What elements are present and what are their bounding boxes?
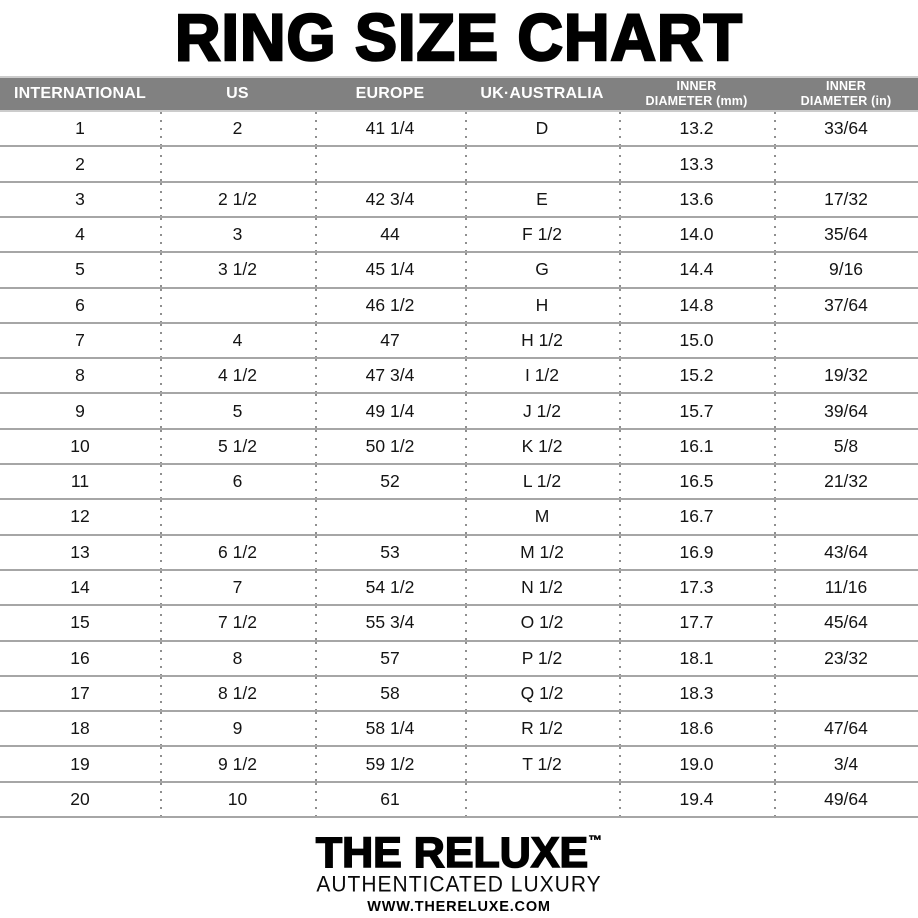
column-header-inner-diameter-mm: INNER DIAMETER (mm) [619,77,774,111]
column-header-international: INTERNATIONAL [0,77,160,111]
table-row [0,535,918,570]
cell-international: 13 [0,535,160,570]
cell-uk-australia: M 1/2 [465,535,619,570]
table-row [0,499,918,534]
cell-uk-australia: F 1/2 [465,217,619,252]
cell-us: 9 [160,711,315,746]
cell-international: 16 [0,641,160,676]
cell-uk-australia: M [465,499,619,534]
cell-europe: 47 3/4 [315,358,465,393]
cell-international: 8 [0,358,160,393]
cell-uk-australia [465,782,619,817]
cell-us [160,288,315,323]
table-header [0,77,918,111]
cell-inner-diameter-in [774,676,918,711]
cell-inner-diameter-mm: 14.0 [619,217,774,252]
cell-us: 10 [160,782,315,817]
cell-inner-diameter-mm: 16.9 [619,535,774,570]
cell-inner-diameter-in: 17/32 [774,182,918,217]
cell-international: 12 [0,499,160,534]
table-row [0,111,918,146]
table-row [0,676,918,711]
cell-uk-australia: J 1/2 [465,393,619,428]
cell-international: 3 [0,182,160,217]
cell-us: 2 [160,111,315,146]
cell-inner-diameter-in: 47/64 [774,711,918,746]
brand-tagline: AUTHENTICATED LUXURY [316,872,602,897]
cell-inner-diameter-mm: 17.7 [619,605,774,640]
cell-europe: 54 1/2 [315,570,465,605]
cell-international: 11 [0,464,160,499]
cell-uk-australia: E [465,182,619,217]
table-row [0,217,918,252]
table-row [0,393,918,428]
cell-us: 5 [160,393,315,428]
cell-us: 9 1/2 [160,746,315,781]
cell-us: 7 1/2 [160,605,315,640]
cell-europe: 42 3/4 [315,182,465,217]
cell-inner-diameter-in: 43/64 [774,535,918,570]
cell-us: 7 [160,570,315,605]
cell-inner-diameter-mm: 16.5 [619,464,774,499]
cell-uk-australia: D [465,111,619,146]
cell-uk-australia: K 1/2 [465,429,619,464]
trademark-symbol: ™ [588,832,603,848]
column-header-us: US [160,77,315,111]
cell-europe: 58 [315,676,465,711]
cell-inner-diameter-mm: 14.4 [619,252,774,287]
cell-uk-australia: H 1/2 [465,323,619,358]
cell-inner-diameter-in [774,323,918,358]
cell-us: 2 1/2 [160,182,315,217]
cell-inner-diameter-mm: 13.3 [619,146,774,181]
table-row [0,288,918,323]
cell-uk-australia: I 1/2 [465,358,619,393]
table-row [0,746,918,781]
cell-us: 6 1/2 [160,535,315,570]
cell-uk-australia: L 1/2 [465,464,619,499]
cell-inner-diameter-mm: 18.1 [619,641,774,676]
cell-inner-diameter-mm: 13.2 [619,111,774,146]
cell-uk-australia: O 1/2 [465,605,619,640]
cell-inner-diameter-in: 3/4 [774,746,918,781]
cell-us: 3 1/2 [160,252,315,287]
table-row [0,358,918,393]
cell-inner-diameter-mm: 13.6 [619,182,774,217]
cell-europe: 61 [315,782,465,817]
cell-inner-diameter-mm: 18.3 [619,676,774,711]
table-header-row [0,77,918,111]
cell-international: 2 [0,146,160,181]
cell-inner-diameter-in: 19/32 [774,358,918,393]
cell-europe: 45 1/4 [315,252,465,287]
cell-europe: 57 [315,641,465,676]
table-row [0,464,918,499]
cell-inner-diameter-in: 39/64 [774,393,918,428]
cell-inner-diameter-in: 9/16 [774,252,918,287]
cell-us: 8 1/2 [160,676,315,711]
cell-europe: 41 1/4 [315,111,465,146]
cell-inner-diameter-mm: 19.4 [619,782,774,817]
cell-inner-diameter-mm: 15.0 [619,323,774,358]
brand-footer [0,818,918,918]
brand-logo [0,820,918,877]
cell-international: 18 [0,711,160,746]
cell-europe: 44 [315,217,465,252]
cell-us: 5 1/2 [160,429,315,464]
cell-uk-australia: R 1/2 [465,711,619,746]
cell-international: 4 [0,217,160,252]
brand-name: THE RELUXE [315,829,589,877]
cell-europe: 46 1/2 [315,288,465,323]
cell-uk-australia: H [465,288,619,323]
cell-us [160,499,315,534]
cell-inner-diameter-mm: 17.3 [619,570,774,605]
cell-us: 4 1/2 [160,358,315,393]
cell-inner-diameter-in: 21/32 [774,464,918,499]
cell-us: 8 [160,641,315,676]
cell-inner-diameter-in: 49/64 [774,782,918,817]
table-row [0,570,918,605]
cell-inner-diameter-in: 5/8 [774,429,918,464]
cell-inner-diameter-in: 23/32 [774,641,918,676]
page-title: RING SIZE CHART [174,1,743,75]
cell-europe: 53 [315,535,465,570]
table-row [0,182,918,217]
cell-inner-diameter-in [774,499,918,534]
cell-inner-diameter-in [774,146,918,181]
cell-international: 10 [0,429,160,464]
column-header-uk-australia: UK·AUSTRALIA [465,77,619,111]
cell-inner-diameter-mm: 16.1 [619,429,774,464]
cell-international: 14 [0,570,160,605]
cell-international: 20 [0,782,160,817]
cell-international: 5 [0,252,160,287]
cell-europe: 47 [315,323,465,358]
table-row [0,429,918,464]
cell-uk-australia: N 1/2 [465,570,619,605]
cell-inner-diameter-in: 45/64 [774,605,918,640]
table-row [0,252,918,287]
table-row [0,641,918,676]
cell-us: 4 [160,323,315,358]
cell-uk-australia: Q 1/2 [465,676,619,711]
table-row [0,782,918,817]
cell-international: 6 [0,288,160,323]
cell-inner-diameter-mm: 18.6 [619,711,774,746]
column-header-inner-diameter-in: INNER DIAMETER (in) [774,77,918,111]
cell-uk-australia [465,146,619,181]
table-row [0,146,918,181]
cell-international: 7 [0,323,160,358]
cell-uk-australia: T 1/2 [465,746,619,781]
cell-uk-australia: P 1/2 [465,641,619,676]
cell-inner-diameter-mm: 14.8 [619,288,774,323]
column-header-europe: EUROPE [315,77,465,111]
cell-europe [315,499,465,534]
cell-europe: 50 1/2 [315,429,465,464]
table-row [0,711,918,746]
cell-inner-diameter-in: 37/64 [774,288,918,323]
cell-international: 19 [0,746,160,781]
ring-size-table [0,76,918,818]
cell-europe: 49 1/4 [315,393,465,428]
cell-international: 17 [0,676,160,711]
cell-international: 15 [0,605,160,640]
cell-international: 9 [0,393,160,428]
cell-inner-diameter-in: 35/64 [774,217,918,252]
cell-us: 3 [160,217,315,252]
cell-europe [315,146,465,181]
cell-inner-diameter-in: 11/16 [774,570,918,605]
table-body [0,111,918,817]
cell-europe: 52 [315,464,465,499]
table-row [0,323,918,358]
cell-europe: 59 1/2 [315,746,465,781]
cell-inner-diameter-mm: 19.0 [619,746,774,781]
brand-website: WWW.THERELUXE.COM [367,899,551,915]
cell-uk-australia: G [465,252,619,287]
cell-inner-diameter-mm: 15.7 [619,393,774,428]
cell-europe: 55 3/4 [315,605,465,640]
table-row [0,605,918,640]
cell-us [160,146,315,181]
cell-international: 1 [0,111,160,146]
cell-inner-diameter-in: 33/64 [774,111,918,146]
cell-us: 6 [160,464,315,499]
cell-europe: 58 1/4 [315,711,465,746]
cell-inner-diameter-mm: 16.7 [619,499,774,534]
cell-inner-diameter-mm: 15.2 [619,358,774,393]
